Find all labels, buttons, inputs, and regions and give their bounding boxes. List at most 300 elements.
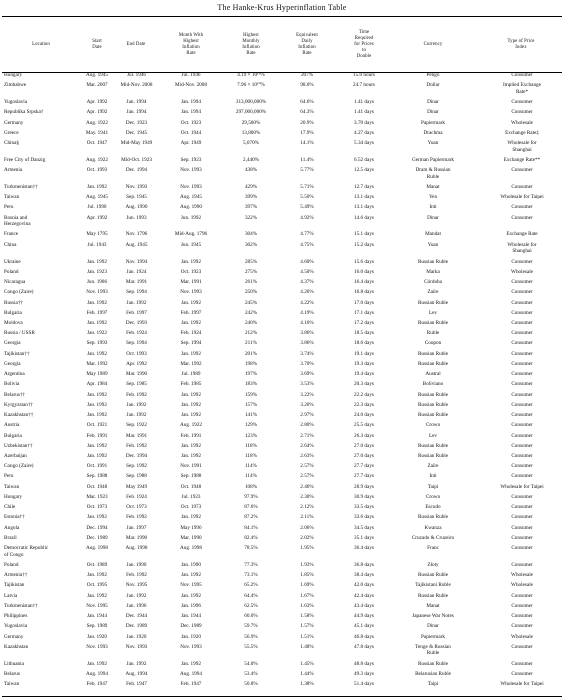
cell-end-date: Jan. 1992 (126, 299, 147, 306)
cell-daily-rate: 4.92% (300, 214, 314, 221)
cell-end-date: Mid-May 1949 (120, 140, 153, 147)
cell-highest-month: Oct. 1973 (180, 504, 202, 511)
cell-end-date: Nov. 1994 (125, 258, 148, 265)
cell-doubling-time: 36.8 days (354, 561, 374, 568)
cell-end-date: Dec. 1923 (125, 119, 148, 126)
cell-highest-rate: 245% (244, 299, 258, 306)
cell-location: Estonia†† (4, 514, 25, 521)
table-row (2, 402, 562, 412)
cell-location: Tajikistan†† (4, 350, 30, 357)
cell-doubling-time: 36.4 days (354, 545, 374, 552)
cell-location: Moldova (4, 319, 23, 326)
cell-end-date: Nov. 1993 (125, 643, 148, 650)
cell-doubling-time: 1.41 days (354, 109, 374, 116)
cell-start-date: Oct. 1921 (86, 422, 108, 429)
cell-currency: Russian Ruble (417, 401, 449, 408)
cell-highest-rate: 157% (244, 401, 258, 408)
cell-end-date: Mar. 1991 (125, 279, 148, 286)
cell-start-date: Feb. 1947 (86, 681, 108, 688)
cell-location: China§ (4, 140, 19, 147)
cell-currency: Russian Ruble (417, 299, 449, 306)
cell-doubling-time: 43.4 days (354, 602, 374, 609)
header-end-date: End Date (126, 41, 146, 47)
cell-currency: Tenge & Russian Ruble (415, 643, 451, 657)
table-row (2, 661, 562, 671)
cell-location: Free City of Danzig (4, 156, 46, 163)
cell-daily-rate: 3.86% (300, 330, 314, 337)
cell-start-date: Nov. 1993 (86, 289, 108, 296)
cell-location: Belarus†† (4, 391, 26, 398)
cell-start-date: Dec. 1994 (86, 524, 108, 531)
cell-doubling-time: 44.9 days (354, 613, 374, 620)
cell-highest-rate: 429% (244, 183, 258, 190)
cell-start-date: Aug. 1945 (86, 194, 108, 201)
cell-highest-month: Jan. 1992 (181, 258, 201, 265)
cell-highest-month: Mid-Aug. 1796 (174, 231, 208, 238)
cell-location: Kazakhstan†† (4, 412, 34, 419)
cell-currency: Russian Ruble (417, 453, 449, 460)
cell-start-date: Jul. 1990 (87, 204, 107, 211)
cell-start-date: Aug. 1922 (86, 156, 108, 163)
cell-start-date: Sep. 1993 (86, 340, 108, 347)
cell-highest-rate: 82.4% (244, 534, 258, 541)
cell-location: Hungary (4, 72, 23, 78)
cell-highest-rate: 118% (245, 442, 257, 449)
cell-highest-rate: 4.19 × 10¹⁶% (237, 72, 265, 78)
cell-doubling-time: 42.4 days (354, 592, 374, 599)
table-row (2, 504, 562, 514)
table-row (2, 194, 562, 204)
cell-currency: Mandat (425, 231, 441, 238)
cell-daily-rate: 17.9% (300, 129, 314, 136)
cell-doubling-time: 13.1 days (354, 194, 374, 201)
cell-location: Uzbekistan†† (4, 442, 33, 449)
cell-end-date: Jan. 1992 (126, 401, 147, 408)
cell-highest-month: Jan. 1992 (181, 299, 201, 306)
cell-end-date: Feb. 1992 (126, 514, 147, 521)
cell-start-date: Aug. 1998 (86, 545, 108, 552)
cell-currency: Russian Ruble (417, 350, 449, 357)
cell-currency: Russian Ruble (417, 660, 449, 667)
cell-location: Tajikistan (4, 582, 25, 589)
cell-daily-rate: 2.57% (300, 473, 314, 480)
cell-daily-rate: 4.19% (300, 309, 314, 316)
cell-end-date: Mid-Oct. 1923 (121, 156, 152, 163)
cell-doubling-time: 51.4 days (354, 681, 374, 688)
cell-highest-month: Jan. 1994 (181, 109, 201, 116)
cell-daily-rate: 1.38% (300, 681, 314, 688)
cell-price-index-type: Consumer (511, 204, 533, 211)
cell-highest-rate: 2,440% (243, 156, 259, 163)
cell-daily-rate: 3.86% (300, 340, 314, 347)
cell-end-date: Dec. 1989 (125, 623, 148, 630)
cell-highest-month: Feb. 1985 (180, 381, 202, 388)
cell-price-index-type: Consumer (511, 463, 533, 470)
cell-start-date: Apr. 1992 (86, 214, 108, 221)
cell-highest-month: Jul. 1923 (181, 493, 201, 500)
cell-highest-rate: 73.1% (244, 572, 258, 579)
cell-doubling-time: 30.9 days (354, 493, 374, 500)
cell-daily-rate: 2.57% (300, 463, 314, 470)
cell-highest-month: Mar. 1990 (180, 534, 202, 541)
cell-location: Congo (Zaire) (4, 289, 34, 296)
cell-highest-month: Nov. 1995 (180, 582, 202, 589)
cell-daily-rate: 64.3% (300, 109, 314, 116)
cell-highest-month: Oct. 1923 (180, 119, 202, 126)
cell-price-index-type: Exchange Rate (506, 231, 538, 238)
cell-highest-rate: 65.2% (244, 582, 258, 589)
cell-highest-month: Feb. 1997 (180, 309, 202, 316)
cell-currency: Taipi (427, 681, 439, 688)
cell-highest-month: Jun. 1945 (180, 241, 202, 248)
cell-currency: Zaïre (427, 463, 439, 470)
cell-highest-month: Jan. 1990 (181, 561, 201, 568)
cell-doubling-time: 6.52 days (354, 156, 374, 163)
cell-price-index-type: Consumer (511, 371, 533, 378)
cell-highest-month: Jul. 1946 (181, 72, 201, 78)
cell-start-date: Apr. 1992 (86, 99, 108, 106)
cell-start-date: Aug. 1945 (86, 72, 108, 78)
cell-currency: Russian Ruble (417, 319, 449, 326)
table-row (2, 259, 562, 269)
cell-end-date: Oct. 1993 (126, 350, 147, 357)
cell-daily-rate: 207% (300, 72, 314, 78)
cell-end-date: Jan. 1990 (126, 561, 147, 568)
table-bottom-rule (2, 696, 562, 697)
cell-location: Republika Srpska† (4, 109, 44, 116)
cell-start-date: Jan. 1992 (87, 592, 107, 599)
cell-currency: Kwanza (424, 524, 442, 531)
cell-highest-rate: 77.3% (244, 561, 258, 568)
cell-price-index-type: Exchange Rate‡ (505, 129, 539, 136)
cell-location: Russia / USSR (4, 330, 35, 337)
cell-start-date: Feb. 1991 (86, 432, 108, 439)
cell-location: Lithuania (4, 660, 24, 667)
cell-highest-rate: 129% (244, 422, 258, 429)
cell-start-date: Jan. 1992 (87, 391, 107, 398)
cell-currency: Pengő (426, 72, 440, 78)
cell-daily-rate: 1.48% (300, 643, 314, 650)
cell-highest-month: Jan. 1992 (181, 412, 201, 419)
cell-price-index-type: Consumer (511, 534, 533, 541)
cell-highest-month: Sep. 1988 (180, 473, 202, 480)
cell-daily-rate: 1.63% (300, 602, 314, 609)
cell-doubling-time: 19.4 days (354, 371, 374, 378)
cell-highest-rate: 114% (245, 463, 257, 470)
cell-doubling-time: 33.6 days (354, 514, 374, 521)
cell-highest-month: Mar. 1991 (180, 279, 202, 286)
cell-currency: Crown (425, 493, 441, 500)
cell-highest-month: Oct. 1923 (180, 268, 202, 275)
cell-highest-month: Jan. 1992 (181, 442, 201, 449)
cell-doubling-time: 35.1 days (354, 534, 374, 541)
cell-highest-rate: 59.7% (244, 623, 258, 630)
cell-price-index-type: Consumer (511, 660, 533, 667)
cell-highest-rate: 304% (244, 231, 258, 238)
cell-daily-rate: 1.44% (300, 670, 314, 677)
cell-doubling-time: 15.2 days (354, 241, 374, 248)
cell-location: Armenia (4, 167, 23, 174)
cell-price-index-type: Wholesale for Taipei (500, 483, 544, 490)
cell-start-date: Jan. 1992 (87, 183, 107, 190)
cell-end-date: Mid-Nov. 2008 (120, 82, 153, 89)
cell-daily-rate: 1.69% (300, 582, 314, 589)
cell-doubling-time: 15.6 days (354, 258, 374, 265)
cell-currency: Dinar (427, 109, 439, 116)
table-row (2, 279, 562, 289)
table-row (2, 184, 562, 194)
cell-price-index-type: Consumer (511, 592, 533, 599)
cell-price-index-type: Exchange Rate** (503, 156, 541, 163)
cell-location: Poland (4, 268, 19, 275)
table-row (2, 412, 562, 422)
cell-location: Georgia (4, 340, 21, 347)
cell-currency: Yuan (427, 140, 439, 147)
cell-daily-rate: 4.37% (300, 279, 314, 286)
cell-price-index-type: Consumer (511, 214, 533, 221)
cell-end-date: Jan. 1992 (126, 660, 147, 667)
cell-price-index-type: Consumer (511, 524, 533, 531)
cell-currency: Lev (428, 309, 438, 316)
table-row (2, 140, 562, 157)
cell-daily-rate: 4.60% (300, 258, 314, 265)
cell-location: Latvia (4, 592, 18, 599)
cell-end-date: Aug. 1998 (125, 545, 148, 552)
cell-doubling-time: 18.6 days (354, 340, 374, 347)
cell-highest-month: Jan. 1992 (181, 319, 201, 326)
cell-location: Democratic Republic of Congo (4, 545, 49, 558)
cell-start-date: Jan. 1992 (87, 442, 107, 449)
cell-end-date: Dec. 1993 (125, 319, 148, 326)
cell-price-index-type: Consumer (511, 381, 533, 388)
cell-highest-month: Jan. 1992 (181, 350, 201, 357)
table-row (2, 644, 562, 661)
cell-highest-month: Jan. 1992 (181, 401, 201, 408)
cell-start-date: May 1795 (86, 231, 108, 238)
cell-highest-rate: 53.4% (244, 670, 258, 677)
cell-location: Armenia†† (4, 572, 28, 579)
cell-doubling-time: 20.3 days (354, 381, 374, 388)
cell-doubling-time: 19.3 days (354, 360, 374, 367)
cell-doubling-time: 15.1 days (354, 231, 374, 238)
cell-highest-rate: 50.8% (244, 681, 258, 688)
cell-start-date: Jan. 1992 (87, 299, 107, 306)
cell-price-index-type: Wholesale (511, 582, 533, 589)
cell-daily-rate: 2.46% (300, 483, 314, 490)
cell-daily-rate: 64.6% (300, 99, 314, 106)
cell-end-date: Jan. 1992 (126, 412, 147, 419)
cell-highest-month: Mid-Nov. 2008 (175, 82, 207, 89)
cell-daily-rate: 2.02% (300, 534, 314, 541)
table-row (2, 215, 562, 232)
cell-start-date: Nov. 1993 (86, 643, 108, 650)
cell-currency: Russian Ruble (417, 360, 449, 367)
cell-daily-rate: 4.77% (300, 231, 314, 238)
cell-location: Nicaragua (4, 279, 26, 286)
cell-start-date: Jan. 1992 (87, 401, 107, 408)
cell-end-date: Sep. 1992 (126, 463, 147, 470)
cell-daily-rate: 4.22% (300, 299, 314, 306)
cell-highest-month: Jan. 1992 (181, 572, 201, 579)
cell-doubling-time: 28.9 days (354, 483, 374, 490)
cell-daily-rate: 3.69% (300, 371, 314, 378)
cell-currency: Russian Ruble (417, 412, 449, 419)
cell-price-index-type: Consumer (511, 391, 533, 398)
cell-end-date: Feb. 1997 (126, 309, 147, 316)
cell-end-date: Apr. 1992 (126, 360, 147, 367)
cell-highest-month: Aug. 1945 (180, 194, 202, 201)
cell-end-date: Mar. 1990 (125, 534, 148, 541)
cell-highest-month: Feb. 1991 (180, 432, 202, 439)
table-row (2, 157, 562, 167)
cell-highest-rate: 397% (244, 204, 258, 211)
cell-currency: Russian Ruble (417, 391, 449, 398)
cell-price-index-type: Consumer (511, 602, 533, 609)
cell-doubling-time: 24.7 hours (353, 82, 375, 89)
cell-end-date: Aug. 1994 (125, 670, 148, 677)
cell-daily-rate: 2.97% (300, 412, 314, 419)
cell-highest-month: Sep. 1994 (180, 340, 202, 347)
cell-start-date: Nov. 1995 (86, 602, 108, 609)
table-body (2, 72, 562, 691)
cell-highest-rate: 64.4% (244, 592, 258, 599)
cell-doubling-time: 24.0 days (354, 412, 374, 419)
cell-highest-month: Jul. 1989 (181, 371, 201, 378)
cell-highest-month: May 1996 (180, 524, 202, 531)
cell-currency: Russian Ruble (417, 592, 449, 599)
cell-start-date: Oct. 1995 (86, 582, 108, 589)
cell-highest-rate: 54.0% (244, 660, 258, 667)
cell-location: Turkmenistan†† (4, 183, 38, 190)
cell-start-date: Apr. 1984 (86, 381, 108, 388)
cell-doubling-time: 22.3 days (354, 401, 374, 408)
cell-doubling-time: 5.34 days (354, 140, 374, 147)
cell-doubling-time: 22.2 days (354, 391, 374, 398)
cell-highest-month: Jan. 1992 (181, 391, 201, 398)
cell-highest-month: Aug. 1990 (180, 204, 202, 211)
cell-end-date: Sep. 1988 (126, 473, 147, 480)
table-row (2, 320, 562, 330)
cell-currency: Manat (426, 602, 440, 609)
cell-daily-rate: 5.49% (300, 204, 314, 211)
cell-currency: Taipi (427, 483, 439, 490)
cell-currency: Ruble (426, 330, 440, 337)
cell-highest-rate: 183% (244, 381, 258, 388)
table-row (2, 381, 562, 391)
cell-highest-rate: 108% (244, 483, 258, 490)
cell-end-date: Mar. 1991 (125, 432, 148, 439)
table-row (2, 109, 562, 119)
table-row (2, 72, 562, 82)
cell-location: Peru (4, 473, 14, 480)
cell-price-index-type: Consumer (511, 453, 533, 460)
cell-highest-rate: 242% (244, 309, 258, 316)
cell-daily-rate: 5.50% (300, 194, 314, 201)
cell-highest-rate: 201% (244, 350, 258, 357)
cell-highest-month: Aug. 1998 (180, 545, 202, 552)
cell-start-date: Dec. 1989 (86, 534, 108, 541)
cell-daily-rate: 5.71% (300, 183, 314, 190)
table-row (2, 231, 562, 241)
cell-doubling-time: 14.6 days (354, 214, 374, 221)
table-row (2, 361, 562, 371)
cell-doubling-time: 38.4 days (354, 572, 374, 579)
cell-doubling-time: 18.5 days (354, 330, 374, 337)
cell-price-index-type: Consumer (511, 319, 533, 326)
cell-start-date: Apr. 1992 (86, 109, 108, 116)
table-row (2, 340, 562, 350)
table-row (2, 289, 562, 299)
cell-daily-rate: 20.9% (300, 119, 314, 126)
cell-doubling-time: 4.27 days (354, 129, 374, 136)
cell-price-index-type: Consumer (511, 279, 533, 286)
cell-start-date: Jan. 1992 (87, 572, 107, 579)
cell-price-index-type: Wholesale for Taipei (500, 194, 544, 201)
cell-end-date: Dec. 1944 (125, 613, 148, 620)
cell-doubling-time: 17.0 days (354, 299, 374, 306)
table-row (2, 623, 562, 633)
cell-location: Georgia (4, 360, 21, 367)
cell-location: France (4, 231, 19, 238)
cell-price-index-type: Consumer (511, 72, 533, 78)
cell-location: Kazakhstan (4, 643, 29, 650)
cell-highest-month: Apr. 1949 (180, 140, 202, 147)
table-row (2, 371, 562, 381)
cell-daily-rate: 1.45% (300, 660, 314, 667)
table-row (2, 310, 562, 320)
cell-highest-rate: 399% (244, 194, 258, 201)
cell-location: Yugoslavia (4, 99, 28, 106)
cell-highest-rate: 261% (244, 279, 258, 286)
cell-currency: Japanese War Notes (412, 613, 454, 620)
cell-daily-rate: 2.12% (300, 504, 314, 511)
table-row (2, 242, 562, 259)
cell-location: Philippines (4, 613, 28, 620)
cell-location: Taiwan (4, 194, 20, 201)
cell-daily-rate: 4.75% (300, 241, 314, 248)
cell-currency: Russian Ruble (417, 572, 449, 579)
cell-start-date: Sep. 1989 (86, 623, 108, 630)
table-row (2, 525, 562, 535)
cell-price-index-type: Consumer (511, 623, 533, 630)
cell-highest-rate: 7.96 × 10¹⁰% (237, 82, 265, 89)
cell-daily-rate: 3.74% (300, 350, 314, 357)
cell-start-date: Mar. 1992 (86, 360, 108, 367)
header-location: Location (32, 41, 50, 47)
cell-price-index-type: Consumer (511, 299, 533, 306)
table-row (2, 535, 562, 545)
cell-daily-rate: 2.63% (300, 453, 314, 460)
cell-currency: Drachma (423, 129, 443, 136)
cell-currency: Yuan (427, 241, 439, 248)
table-row (2, 593, 562, 603)
cell-currency: Papiermark (421, 633, 445, 640)
cell-highest-month: Jan. 1992 (181, 453, 201, 460)
cell-daily-rate: 1.51% (300, 633, 314, 640)
cell-currency: Escudo (425, 504, 441, 511)
cell-end-date: Sep. 1945 (126, 194, 147, 201)
cell-doubling-time: 17.2 days (354, 319, 374, 326)
table-row (2, 494, 562, 504)
table-row (2, 422, 562, 432)
cell-start-date: Oct. 1993 (86, 167, 108, 174)
cell-currency: Dollar (426, 82, 440, 89)
cell-doubling-time: 12.7 days (354, 183, 374, 190)
cell-currency: German Papiermark (412, 156, 454, 163)
table-row (2, 634, 562, 644)
cell-end-date: Feb. 1947 (126, 681, 147, 688)
table-row (2, 99, 562, 109)
